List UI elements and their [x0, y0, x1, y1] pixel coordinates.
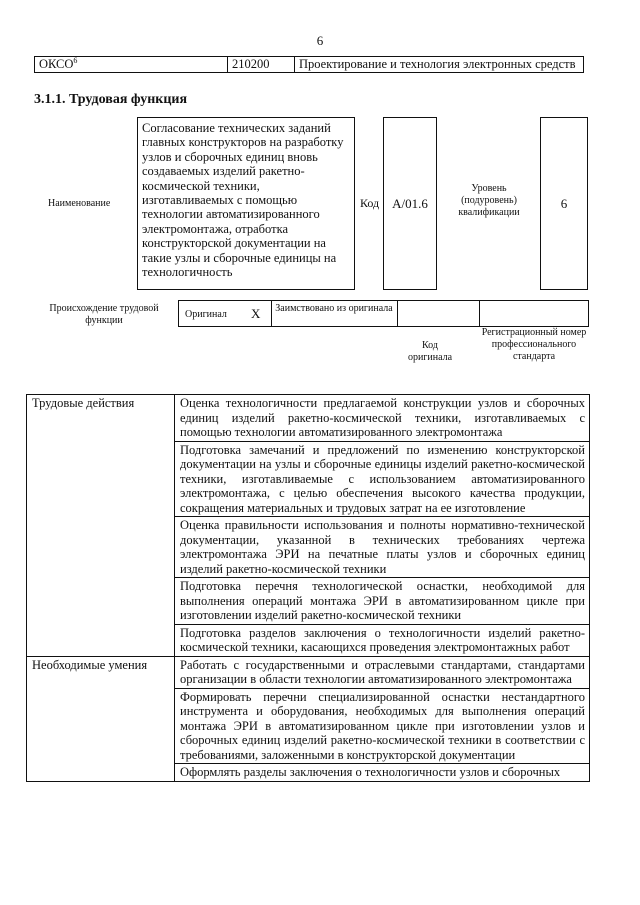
table-cell: Подготовка замечаний и предложений по изменению конструкторской документации на узлы и сборочные единицы изделий ракетно-космической техники, изготавливаемые с использованием автоматизированного электромонтажа, с целью обеспечения высокого качества продукции, сокращения материальных и трудовых затрат на ее изготовление: [175, 441, 590, 517]
table-cell: Подготовка перечня технологической оснастки, необходимой для выполнения операций монтажа ЭРИ в автоматизированном цикле при изготовлении изделий ракетно-космической техники: [175, 578, 590, 625]
table-cell: Подготовка разделов заключения о технологичности изделий ракетно-космической техники, касающихся проведения электромонтажных работ: [175, 624, 590, 656]
original-label: Оригинал: [185, 309, 227, 320]
okso-name: Проектирование и технология электронных средств: [295, 57, 584, 73]
function-name-box: Согласование технических заданий главных конструкторов на разработку узлов и сборочных единиц вновь создаваемых изделий ракетно-космической техники, изготавливаемых с помощью технологии автоматизированного электромонтажа, отработка конструкторской документации на такие узлы и сборочные единицы на технологичность: [137, 117, 355, 290]
table-cell: Формировать перечни специализированной оснастки нестандартного инструмента и оборудования, необходимых для выполнения операций монтажа ЭРИ в автоматизированном цикле при изготовлении узлов и сборочных единиц изделий ракетно-космической техники в соответствии с требованиями, заложенными в конструкторской документации: [175, 688, 590, 764]
table-cell: Оценка правильности использования и полноты нормативно-технической документации, указанной в технических требованиях чертежа электромонтажа ЭРИ на печатные платы узлов и сборочных единиц изделий ракетно-космической техники: [175, 517, 590, 578]
origin-divider: [271, 301, 272, 326]
origin-divider: [479, 301, 480, 326]
code-label: Код: [360, 196, 380, 210]
okso-footnote: 6: [73, 55, 78, 65]
code-box: [383, 117, 437, 290]
original-mark: X: [251, 306, 261, 321]
row-label: Трудовые действия: [27, 395, 175, 657]
code-value: А/01.6: [392, 196, 428, 211]
origin-divider: [397, 301, 398, 326]
okso-label: ОКСО: [39, 57, 74, 71]
section-title: 3.1.1. Трудовая функция: [34, 92, 188, 107]
okso-label-cell: [35, 57, 228, 73]
level-value: 6: [560, 196, 568, 211]
table-row: [27, 395, 590, 442]
table-cell: Оформлять разделы заключения о технологичности узлов и сборочных: [175, 764, 590, 782]
table-cell: Работать с государственными и отраслевыми стандартами, стандартами организации в области технологии автоматизированного электромонтажа: [175, 656, 590, 688]
reg-number-label: Регистрационный номер профессионального стандарта: [481, 327, 587, 362]
level-box: [540, 117, 588, 290]
okso-code: 210200: [228, 57, 295, 73]
origin-label: Происхождение трудовой функции: [49, 303, 159, 326]
row-label: Необходимые умения: [27, 656, 175, 781]
labor-table: [26, 394, 590, 782]
table-row: [27, 656, 590, 688]
level-label: Уровень (подуровень) квалификации: [458, 183, 520, 218]
origin-table: [178, 300, 589, 327]
page-number: 6: [316, 33, 324, 48]
okso-row: [35, 57, 584, 73]
code-original-label: Код оригинала: [407, 340, 453, 363]
name-label: Наименование: [48, 198, 111, 209]
borrowed-label: Заимствовано из оригинала: [275, 303, 393, 314]
okso-table: [34, 56, 584, 73]
table-cell: Оценка технологичности предлагаемой конструкции узлов и сборочных единиц изделий ракетно-космической техники, изготавливаемых с помощью технологии автоматизированного электромонтажа: [175, 395, 590, 442]
